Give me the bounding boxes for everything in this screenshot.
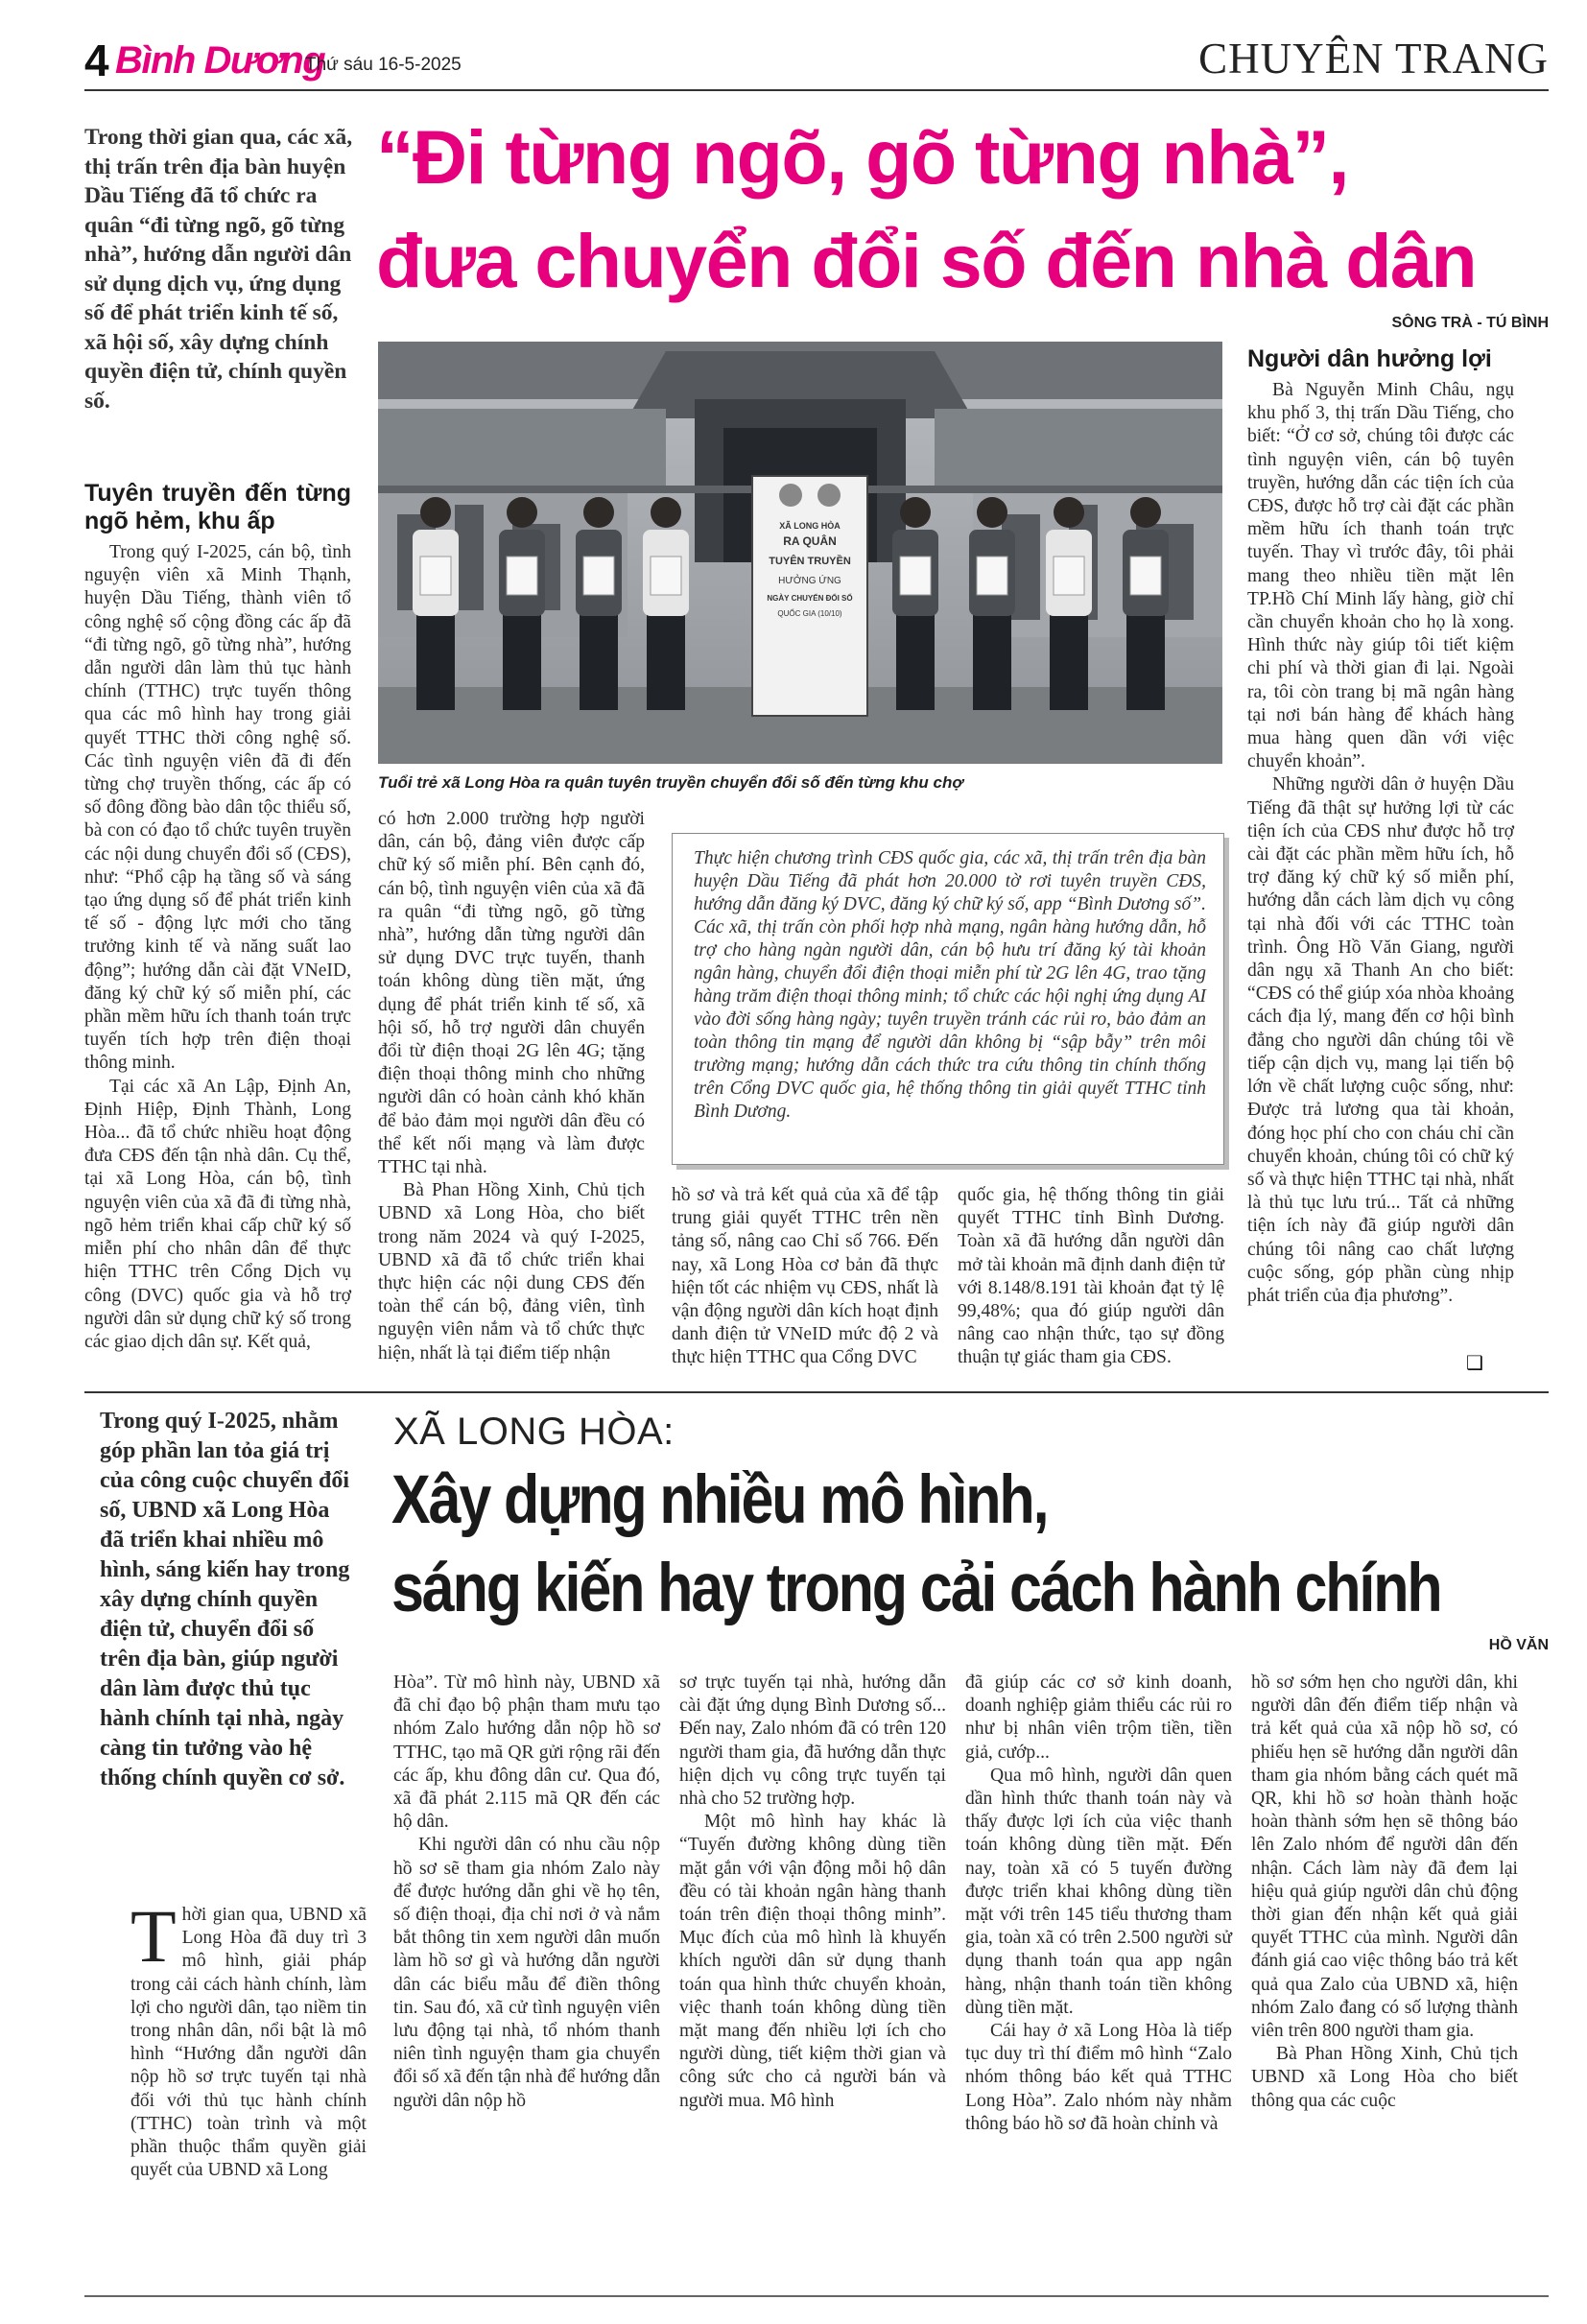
- section-title: CHUYÊN TRANG: [1198, 35, 1549, 83]
- article2-col5-p2: Bà Phan Hồng Xinh, Chủ tịch UBND xã Long Hòa cho biết thông qua các cuộc: [1251, 2044, 1518, 2111]
- article2-headline-line1: Xây dựng nhiều mô hình,: [391, 1462, 1048, 1538]
- article1-col1-p1: Trong quý I-2025, cán bộ, tình nguyện viên xã Minh Thạnh, huyện Dầu Tiếng, thành viên tổ công nghệ số cộng đồng các ấp đã “đi từng ngõ, gõ từng nhà”, hướng dẫn người dân làm thủ tục hành chính (TTHC) trực tuyến thông qua các mô hình hay trong giải quyết TTHC thời công nghệ số. Các tình nguyện viên đã đi đến từng chợ truyền thống, các ấp có số đông đồng bào dân tộc thiểu số, bà con có đạo tổ chức tuyên truyền các nội dung chuyển đổi số (CĐS), như: “Phổ cập hạ tầng số và sáng tạo ứng dụng số để phát triển kinh tế số - động lực mới cho tăng trưởng kinh tế và năng suất lao động”; hướng dẫn cài đặt VNeID, đăng ký chữ ký số miễn phí, các phần mềm hữu ích thanh toán trực tuyến tích hợp trên điện thoại thông minh.: [84, 542, 351, 1074]
- article2-column3: [679, 1672, 946, 2113]
- article2-lead-rule: [370, 1407, 371, 1599]
- article1-column3: [672, 1184, 938, 1370]
- article2-kicker: XÃ LONG HÒA:: [393, 1411, 675, 1453]
- article2-lead: Trong quý I-2025, nhằm góp phần lan tỏa giá trị của công cuộc chuyển đổi số, UBND xã Long Hòa đã triển khai nhiều mô hình, sáng kiến hay trong xây dựng chính quyền điện tử, chuyển đổi số trên địa bàn, giúp người dân làm được thủ tục hành chính tại nhà, ngày càng tin tưởng vào hệ thống chính quyền cơ sở.: [100, 1409, 350, 1790]
- article1-col5-p2: Những người dân ở huyện Dầu Tiếng đã thật sự hưởng lợi từ các tiện ích của CĐS như được hỗ trợ cài đặt các phần mềm hữu ích, hỗ trợ đăng ký chữ ký số miễn phí, hướng dẫn cách làm dịch vụ công tại nhà đối với các TTHC toàn trình. Ông Hồ Văn Giang, người dân ngụ xã Thanh An cho biết: “CĐS có thể giúp xóa nhòa khoảng cách địa lý, mang đến cơ hội bình đẳng cho người dân chúng tôi về tiếp cận dịch vụ, mang lại tiến bộ lớn về chất lượng cuộc sống, như: Được trả lương qua tài khoản, đóng học phí cho con cháu chỉ cần chuyển khoản, chúng tôi có chữ ký số và thực hiện TTHC tại nhà, nhất là thủ tục lưu trú... Tất cả những tiện ích này đã giúp người dân chúng tôi nâng cao chất lượng cuộc sống, góp phần cùng nhịp phát triển của địa phương”.: [1247, 774, 1514, 1306]
- article1-col2-p2: Bà Phan Hồng Xinh, Chủ tịch UBND xã Long Hòa, cho biết trong năm 2024 và quý I-2025, UBND xã đã tổ chức triển khai thực hiện các nội dung CĐS đến toàn thể cán bộ, đảng viên, tình nguyện viên nắm và tổ chức thực hiện, nhất là tại điểm tiếp nhận: [378, 1180, 645, 1364]
- article1-subhead1: Tuyên truyền đến từng ngõ hẻm, khu ấp: [84, 480, 351, 534]
- photo-illustration: [378, 342, 1222, 764]
- article1-headline-line2: đưa chuyển đổi số đến nhà dân: [376, 218, 1477, 303]
- article2-byline: HỒ VĂN: [1488, 1637, 1549, 1653]
- article2-col2-p2: Khi người dân có nhu cầu nộp hồ sơ sẽ tham gia nhóm Zalo này để được hướng dẫn ghi về họ tên, số điện thoại, địa chỉ nơi ở và nắm bắt thông tin xem người dân muốn làm hồ sơ gì và hướng dẫn người dân các biểu mẫu để điền thông tin. Sau đó, xã cử tình nguyện viên lưu động tại nhà, tổ nhóm thanh niên tình nguyện tham gia chuyển đổi số xã đến tận nhà để hướng dẫn người dân nộp hồ: [393, 1835, 660, 2111]
- article2-col5-p1: hồ sơ sớm hẹn cho người dân, khi người dân đến điểm tiếp nhận và trả kết quả của xã nộp hồ sơ, có phiếu hẹn sẽ hướng dẫn người dân tham gia nhóm bằng cách quét mã QR, khi hồ sơ hoàn thành hoặc hoàn thành sớm hẹn sẽ thông báo lên Zalo nhóm để người dân đến nhận. Cách làm này đã đem lại hiệu quả giúp người dân chủ động thời gian đến nhận kết quả giải quyết TTHC của mình. Người dân đánh giá cao việc thông báo trả kết quả qua Zalo của UBND xã, hiện nhóm Zalo đang có số lượng thành viên trên 800 người tham gia.: [1251, 1672, 1518, 2042]
- article-divider: [84, 1391, 1549, 1393]
- dropcap: T: [130, 1894, 177, 1978]
- article1-subhead2: Người dân hưởng lợi: [1247, 345, 1492, 372]
- article2-col4-p1: đã giúp các cơ sở kinh doanh, doanh nghiệp giảm thiểu các rủi ro như bị nhân viên trộm tiền, tiền giả, cướp...: [965, 1672, 1232, 1763]
- article2-col4-p3: Cái hay ở xã Long Hòa là tiếp tục duy trì thí điểm mô hình “Zalo nhóm thông báo kết quả TTHC Long Hòa”. Zalo nhóm này nhằm thông báo hồ sơ đã hoàn chỉnh và: [965, 2021, 1232, 2134]
- end-mark: ❑: [1466, 1351, 1483, 1374]
- article2-col3-p1: sơ trực tuyến tại nhà, hướng dẫn cài đặt ứng dụng Bình Dương số... Đến nay, Zalo nhóm đã có trên 120 người tham gia, đã hướng dẫn thực hiện dịch vụ công trực tuyến tại nhà cho 52 trường hợp.: [679, 1672, 946, 1810]
- banner-line-3: TUYÊN TRUYỀN: [769, 556, 851, 567]
- banner-line-4: HƯỞNG ỨNG: [778, 576, 841, 586]
- article2-col2-p1: Hòa”. Từ mô hình này, UBND xã đã chỉ đạo bộ phận tham mưu tạo nhóm Zalo hướng dẫn nộp hồ sơ TTHC, tạo mã QR gửi rộng rãi đến các ấp, khu đông dân cư. Qua đó, xã đã phát 2.115 mã QR đến các hộ dân.: [393, 1672, 660, 1833]
- article1-col4-p1: quốc gia, hệ thống thông tin giải quyết TTHC tỉnh Bình Dương. Toàn xã đã hướng dẫn người dân mở tài khoản mã định danh điện tử với 8.148/8.191 tài khoản đạt tỷ lệ 99,48%; qua đó giúp người dân nâng cao nhận thức, tạo sự đồng thuận tự giác tham gia CĐS.: [958, 1185, 1224, 1368]
- footer-rule: [84, 2295, 1549, 2297]
- article1-col1-p2: Tại các xã An Lập, Định An, Định Hiệp, Định Thành, Long Hòa... đã tổ chức nhiều hoạt động đưa CĐS đến tận nhà dân. Cụ thể, tại xã Long Hòa, cán bộ, tình nguyện viên của xã đã đi từng nhà, ngõ hẻm triển khai cấp chữ ký số miễn phí cho nhân dân để thực hiện TTHC trên Cổng Dịch vụ công (DVC) quốc gia và hỗ trợ người dân sử dụng chữ ký số trong các giao dịch dân sự. Kết quả,: [84, 1076, 351, 1352]
- article1-column4: [958, 1184, 1224, 1370]
- banner-line-1: XÃ LONG HÒA: [779, 521, 841, 531]
- article2-column4: [965, 1672, 1232, 2136]
- article2-col4-p2: Qua mô hình, người dân quen dần hình thức thanh toán này và thấy được lợi ích của việc thanh toán không dùng tiền mặt. Đến nay, toàn xã có 5 tuyến đường được triển khai không dùng tiền mặt với trên 145 tiểu thương tham gia, toàn xã có trên 2.500 người sử dụng thanh toán qua app ngân hàng, nhận thanh toán tiền không dùng tiền mặt.: [965, 1765, 1232, 2018]
- article1-column1: [84, 480, 351, 1354]
- article2-column1: [130, 1894, 367, 2182]
- article1-col3-p1: hồ sơ và trả kết quả của xã để tập trung giải quyết TTHC trên nền tảng số, nâng cao Chỉ số 766. Đến nay, xã Long Hòa cơ bản đã thực hiện tốt các nhiệm vụ CĐS, nhất là vận động người dân kích hoạt định danh điện tử VNeID mức độ 2 và thực hiện TTHC qua Cổng DVC: [672, 1185, 938, 1368]
- article2-headline-line2: sáng kiến hay trong cải cách hành chính: [391, 1551, 1441, 1626]
- article1-column2: [378, 808, 645, 1365]
- article1-headline-line1: “Đi từng ngõ, gõ từng nhà”,: [376, 114, 1348, 200]
- article2-col1-text: hời gian qua, UBND xã Long Hòa đã duy trì 3 mô hình, giải pháp trong cải cách hành chính, làm lợi cho người dân, tạo niềm tin trong nhân dân, nổi bật là mô hình “Hướng dẫn người dân nộp hồ sơ trực tuyến tại nhà đối với thủ tục hành chính (TTHC) toàn trình và một phần thuộc thẩm quyền giải quyết của UBND xã Long: [130, 1905, 367, 2181]
- article1-byline: SÔNG TRÀ - TÚ BÌNH: [1391, 315, 1549, 331]
- page-number: 4: [84, 36, 109, 85]
- issue-date: Thứ sáu 16-5-2025: [305, 55, 462, 75]
- article2-column5: [1251, 1672, 1518, 2113]
- article2-col3-p2: Một mô hình hay khác là “Tuyến đường không dùng tiền mặt gắn với vận động mỗi hộ dân đều có tài khoản ngân hàng thanh toán trên điện thoại thông minh”. Mục đích của mô hình là khuyến khích người dân sử dụng thanh toán qua hình thức chuyển khoản, việc thanh toán không dùng tiền mặt mang đến nhiều lợi ích cho người dùng, tiết kiệm thời gian và công sức cho cả người bán và người mua. Mô hình: [679, 1812, 946, 2111]
- header-rule: [84, 89, 1549, 91]
- banner-line-2: RA QUÂN: [783, 534, 837, 548]
- article1-lead: Trong thời gian qua, các xã, thị trấn trên địa bàn huyện Dầu Tiếng đã tổ chức ra quân “đi từng ngõ, gõ từng nhà”, hướng dẫn người dân sử dụng dịch vụ, ứng dụng số để phát triển kinh tế số, xã hội số, xây dựng chính quyền điện tử, chính quyền số.: [84, 125, 353, 414]
- market-photo: [378, 342, 1222, 764]
- article1-col2-p1: có hơn 2.000 trường hợp người dân, cán bộ, đảng viên được cấp chữ ký số miễn phí. Bên cạnh đó, cán bộ, tình nguyện viên của xã đã ra quân “đi từng ngõ, gõ từng nhà”, hướng dẫn từng người dân sử dụng DVC trực tuyến, thanh toán không dùng tiền mặt, ứng dụng để phát triển kinh tế số, xã hội số, hỗ trợ người dân chuyển đổi từ điện thoại 2G lên 4G; tặng điện thoại thông minh cho những người dân có hoàn cảnh khó khăn để bảo đảm mọi người dân đều có thể kết nối mạng và làm được TTHC tại nhà.: [378, 809, 645, 1178]
- article2-column2: [393, 1672, 660, 2113]
- banner-line-5: NGÀY CHUYỂN ĐỔI SỐ: [767, 594, 853, 603]
- banner-line-6: QUỐC GIA (10/10): [777, 609, 842, 618]
- summary-box: Thực hiện chương trình CĐS quốc gia, các xã, thị trấn trên địa bàn huyện Dầu Tiếng đã phát hơn 20.000 tờ rơi tuyên truyền CĐS, hướng dẫn đăng ký DVC, đăng ký chữ ký số, app “Bình Dương số”. Các xã, thị trấn còn phối hợp nhà mạng, ngân hàng hướng dẫn, hỗ trợ cho hàng ngàn người dân, cán bộ hưu trí đăng ký tài khoản ngân hàng, chuyển đổi điện thoại miễn phí từ 2G lên 4G, trao tặng hàng trăm điện thoại thông minh; tổ chức các hội nghị ứng dụng AI vào đời sống hàng ngày; tuyên truyền tránh các rủi ro, bảo đảm an toàn thông tin mạng để người dân không bị “sập bẫy” trên môi trường mạng; hướng dẫn cách thức tra cứu thông tin chính thống trên Cổng DVC quốc gia, hệ thống thông tin giải quyết TTHC tỉnh Bình Dương.: [672, 833, 1224, 1165]
- article1-column5: [1247, 345, 1514, 1308]
- article1-col5-p1: Bà Nguyễn Minh Châu, ngụ khu phố 3, thị trấn Dầu Tiếng, cho biết: “Ở cơ sở, chúng tôi được các tình nguyện viên, cán bộ tuyên truyền, hướng dẫn các tiện ích của CĐS, được hỗ trợ cài đặt các phần mềm hữu ích thanh toán trực tuyến. Thay vì trước đây, tôi phải mang theo nhiều tiền mặt lên TP.Hồ Chí Minh lấy hàng, giờ chỉ cần chuyển khoản cho họ là xong. Hình thức này giúp tôi tiết kiệm chi phí và thời gian đi lại. Ngoài ra, tôi còn trang bị mã ngân hàng tại nơi bán hàng để khách hàng mua hàng quen dần với việc chuyển khoản”.: [1247, 380, 1514, 772]
- masthead-logo: Bình Dương: [115, 39, 325, 82]
- photo-caption: Tuổi trẻ xã Long Hòa ra quân tuyên truyền chuyển đổi số đến từng khu chợ: [378, 773, 963, 792]
